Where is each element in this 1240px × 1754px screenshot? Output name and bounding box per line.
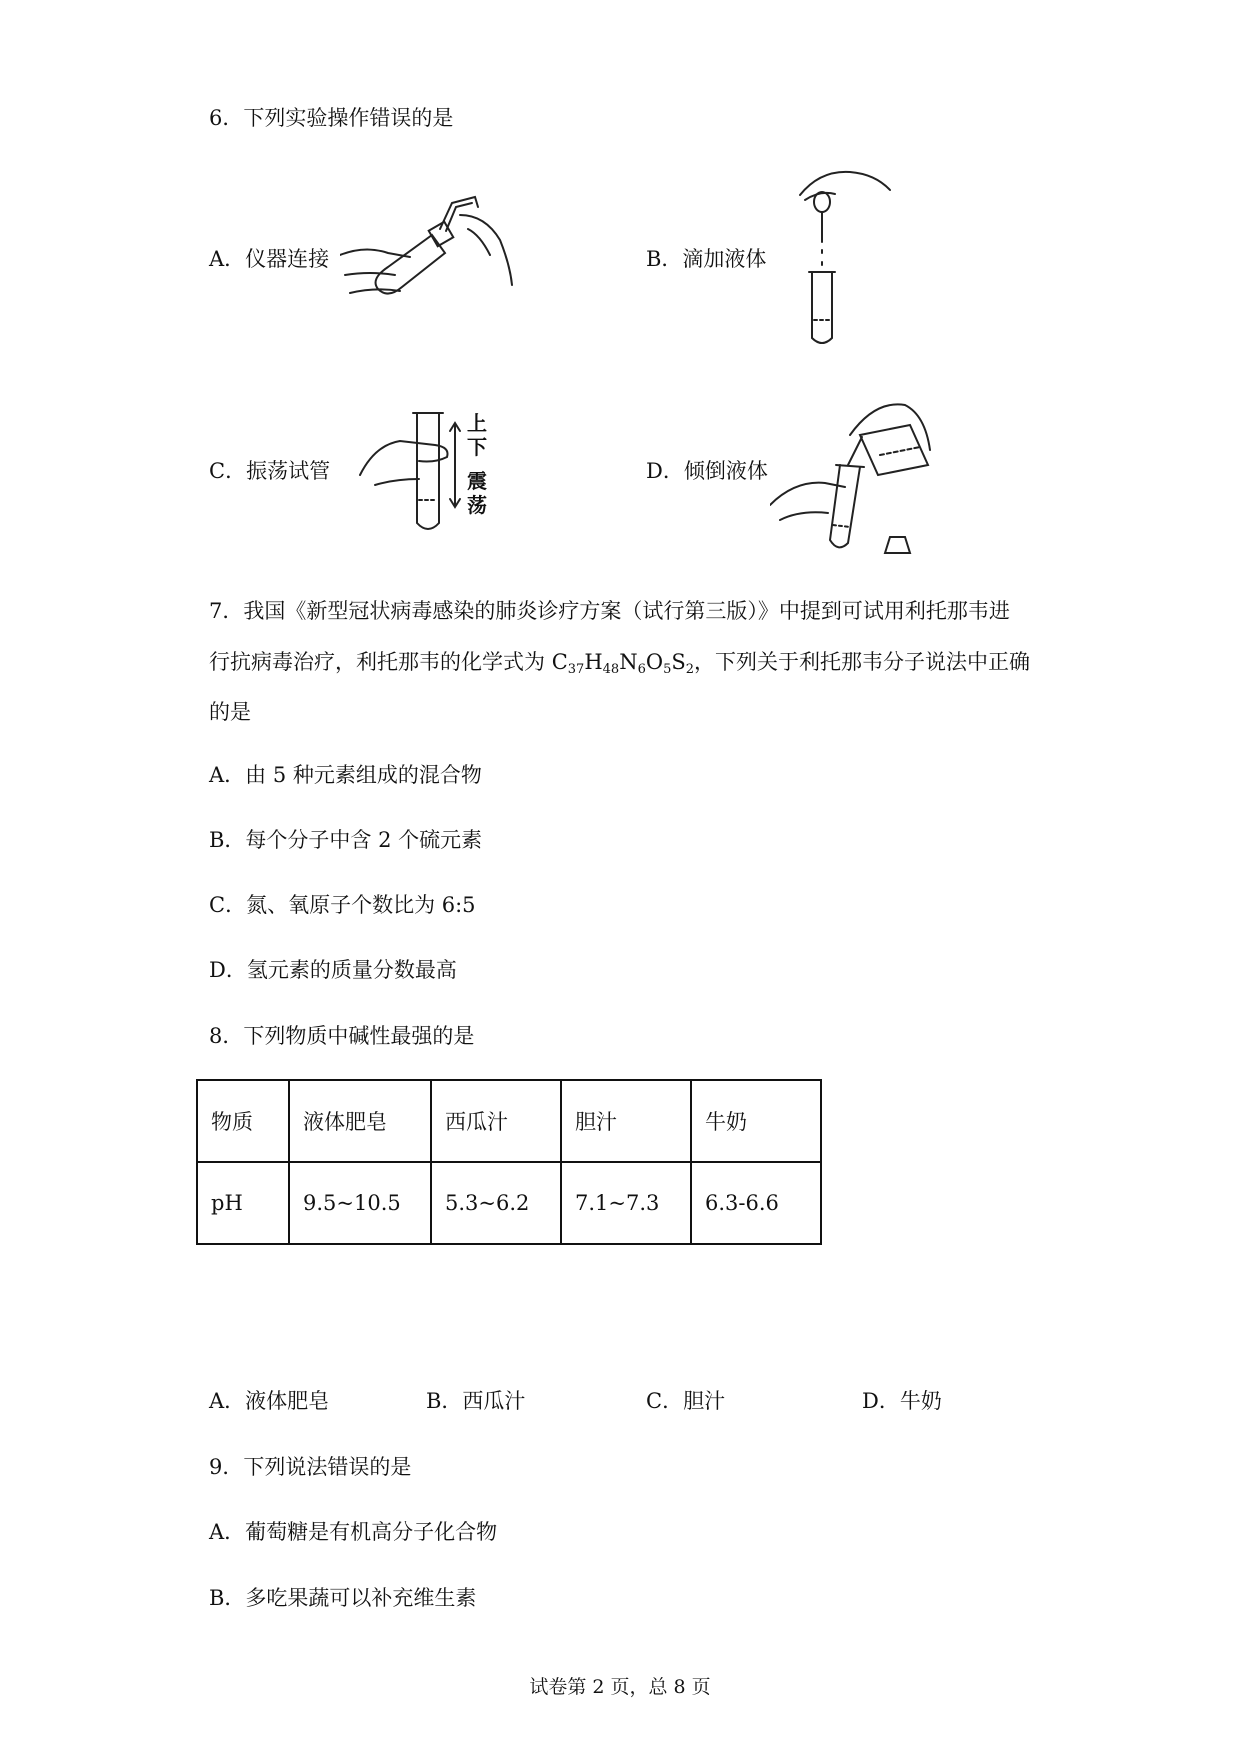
q8-option-c[interactable]: C．胆汁 — [646, 1389, 726, 1413]
q6-option-a[interactable]: A．仪器连接 — [209, 247, 330, 271]
table-cell: 胆汁 — [561, 1080, 691, 1162]
q8-option-b[interactable]: B．西瓜汁 — [426, 1389, 526, 1413]
dropping-liquid-figure — [760, 160, 910, 350]
q7-option-d[interactable]: D．氢元素的质量分数最高 — [209, 958, 457, 982]
q7-option-a[interactable]: A．由 5 种元素组成的混合物 — [209, 763, 482, 787]
page-footer: 试卷第 2 页，总 8 页 — [529, 1676, 711, 1698]
q9-stem: 9．下列说法错误的是 — [209, 1455, 412, 1479]
ph-table — [196, 1079, 822, 1245]
q7-option-b[interactable]: B．每个分子中含 2 个硫元素 — [209, 828, 483, 852]
q6-stem: 6．下列实验操作错误的是 — [209, 106, 454, 130]
table-cell: 9.5~10.5 — [289, 1162, 431, 1244]
table-cell: 物质 — [197, 1080, 289, 1162]
table-row — [197, 1080, 821, 1162]
q7-stem-line-3: 的是 — [209, 700, 251, 724]
table-cell: 6.3-6.6 — [691, 1162, 821, 1244]
q7-line2-suffix: ，下列关于利托那韦分子说法中正确 — [694, 650, 1031, 674]
shake-label-char-2: 下 — [467, 435, 487, 459]
table-cell: pH — [197, 1162, 289, 1244]
table-cell: 牛奶 — [691, 1080, 821, 1162]
q8-option-d[interactable]: D．牛奶 — [862, 1389, 942, 1413]
shake-label-char-3: 震 — [467, 469, 487, 493]
q6-option-c[interactable]: C．振荡试管 — [209, 459, 331, 483]
shake-label-char-1: 上 — [467, 411, 487, 435]
q7-stem-line-2 — [209, 648, 1030, 676]
q6-option-b[interactable]: B．滴加液体 — [646, 247, 767, 271]
q7-option-c[interactable]: C．氮、氧原子个数比为 6:5 — [209, 893, 476, 917]
table-cell: 7.1~7.3 — [561, 1162, 691, 1244]
q8-option-a[interactable]: A．液体肥皂 — [209, 1389, 330, 1413]
pouring-liquid-figure — [770, 395, 940, 560]
q7-line2-prefix: 行抗病毒治疗，利托那韦的化学式为 — [209, 650, 552, 674]
instrument-connection-figure — [340, 195, 520, 340]
q9-option-a[interactable]: A．葡萄糖是有机高分子化合物 — [209, 1520, 498, 1544]
ritonavir-formula: $C_{37}H_{48}N_6O_5S_2$ — [551, 650, 695, 677]
table-row — [197, 1162, 821, 1244]
q9-option-b[interactable]: B．多吃果蔬可以补充维生素 — [209, 1586, 477, 1610]
q6-option-d[interactable]: D．倾倒液体 — [646, 459, 768, 483]
q8-stem: 8．下列物质中碱性最强的是 — [209, 1024, 475, 1048]
table-cell: 西瓜汁 — [431, 1080, 561, 1162]
shake-label-char-4: 荡 — [467, 493, 487, 517]
q7-stem-line-1: 7．我国《新型冠状病毒感染的肺炎诊疗方案（试行第三版）》中提到可试用利托那韦进 — [209, 599, 1010, 623]
table-cell: 5.3~6.2 — [431, 1162, 561, 1244]
table-cell: 液体肥皂 — [289, 1080, 431, 1162]
